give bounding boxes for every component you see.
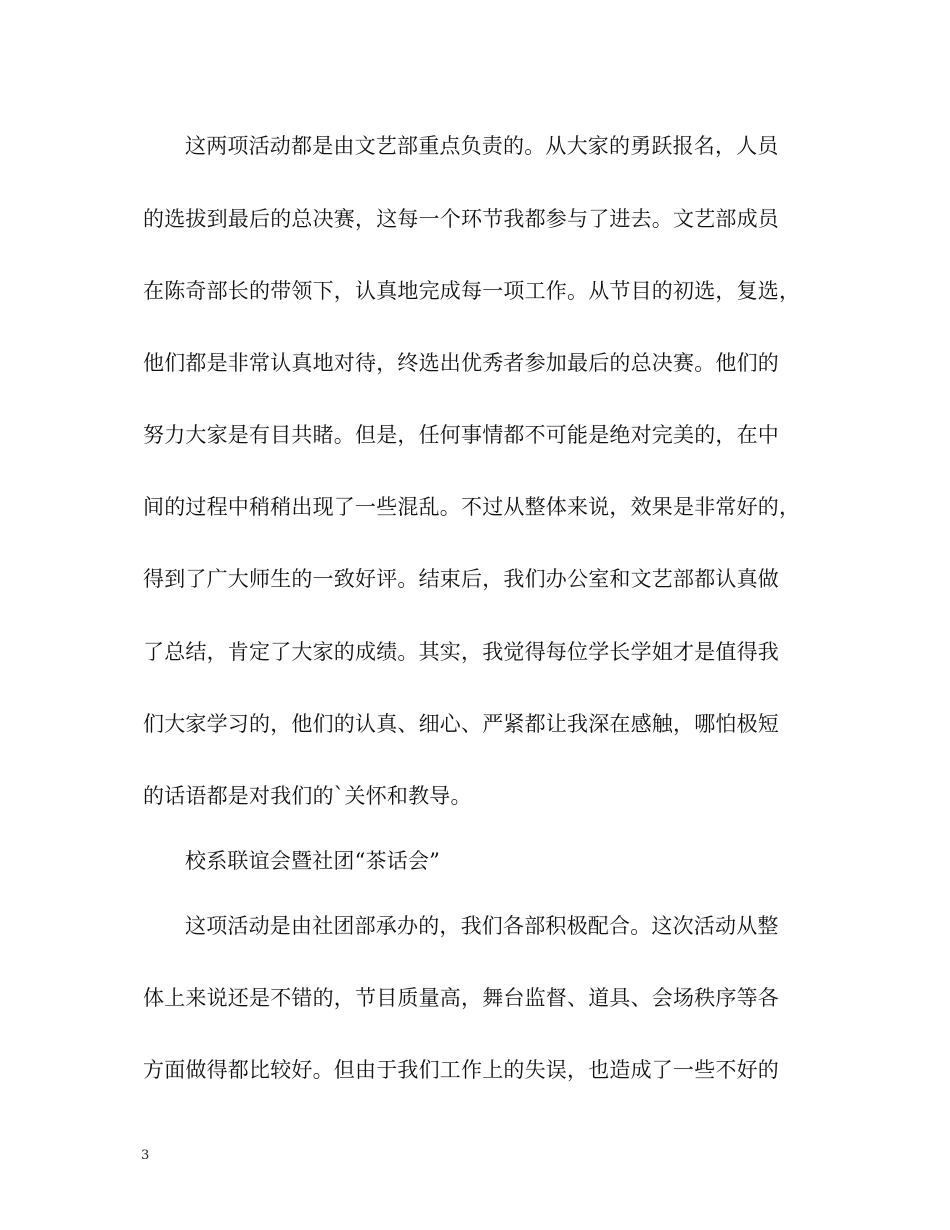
paragraph-1-line-1: 这两项活动都是由文艺部重点负责的。从大家的勇跃报名，人员 xyxy=(185,134,779,158)
paragraph-1-line-8: 了总结，肯定了大家的成绩。其实，我觉得每位学长学姐才是值得我 xyxy=(143,640,779,664)
paragraph-3-line-3: 方面做得都比较好。但由于我们工作上的失误，也造成了一些不好的 xyxy=(143,1058,779,1082)
paragraph-1-line-9: 们大家学习的，他们的认真、细心、严紧都让我深在感触，哪怕极短 xyxy=(143,712,779,736)
paragraph-1-line-2: 的选拔到最后的总决赛，这每一个环节我都参与了进去。文艺部成员 xyxy=(143,207,779,231)
section-heading: 校系联谊会暨社团“茶话会” xyxy=(185,849,441,873)
paragraph-3-line-1: 这项活动是由社团部承办的，我们各部积极配合。这次活动从整 xyxy=(185,914,779,938)
page-number: 3 xyxy=(141,1148,150,1163)
paragraph-1-line-5: 努力大家是有目共睹。但是，任何事情都不可能是绝对完美的，在中 xyxy=(143,423,779,447)
paragraph-1-line-3: 在陈奇部长的带领下，认真地完成每一项工作。从节目的初选，复选， xyxy=(143,279,801,303)
paragraph-1-line-6: 间的过程中稍稍出现了一些混乱。不过从整体来说，效果是非常好的， xyxy=(143,495,801,519)
paragraph-1-line-4: 他们都是非常认真地对待，终选出优秀者参加最后的总决赛。他们的 xyxy=(143,351,779,375)
paragraph-3-line-2: 体上来说还是不错的，节目质量高，舞台监督、道具、会场秩序等各 xyxy=(143,986,779,1010)
paragraph-1-line-7: 得到了广大师生的一致好评。结束后，我们办公室和文艺部都认真做 xyxy=(143,567,779,591)
paragraph-1-line-10: 的话语都是对我们的`关怀和教导。 xyxy=(143,784,472,808)
